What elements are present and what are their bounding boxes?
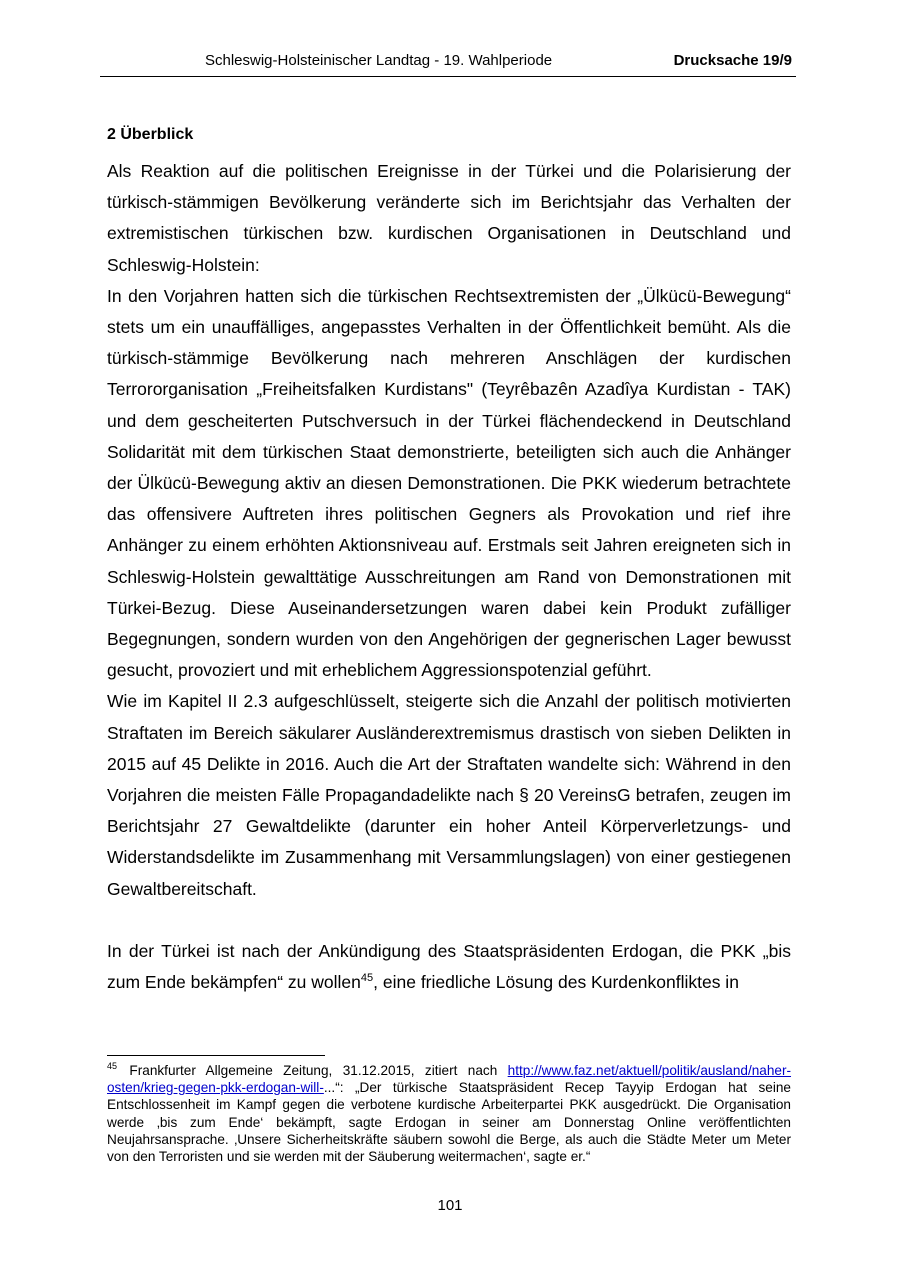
footnote-separator [107, 1055, 325, 1056]
paragraph-4-text-before: In der Türkei ist nach der Ankündigung des Staatspräsidenten Erdogan, die PKK „bis zum Ende bekämpfen“ zu wollen [107, 940, 791, 993]
footnote [107, 1062, 791, 1165]
footnote-mark: 45 [107, 1061, 118, 1072]
footnote-text-before: Frankfurter Allgemeine Zeitung, 31.12.2015, zitiert nach [129, 1063, 508, 1078]
page-number: 101 [437, 1197, 463, 1214]
paragraph-4-text-after: , eine friedliche Lösung des Kurdenkonfliktes in [373, 972, 739, 993]
paragraph-1: Als Reaktion auf die politischen Ereignisse in der Türkei und die Polarisierung der türkisch-stämmigen Bevölkerung veränderte sich im Berichtsjahr das Verhalten der extremistischen türkischen bzw. kurdischen Organisationen in Deutschland und Schleswig-Holstein: [107, 161, 791, 275]
paragraph-2: In den Vorjahren hatten sich die türkischen Rechtsextremisten der „Ülkücü-Bewegung“ stets um ein unauffälliges, angepasstes Verhalten in der Öffentlichkeit bemüht. Als die türkisch-stämmige Bevölkerung nach mehreren Anschlägen der kurdischen Terrororganisation „Freiheitsfalken Kurdistans" (Teyrêbazên Azadîya Kurdistan - TAK) und dem gescheiterten Putschversuch in der Türkei flächendeckend in Deutschland Solidarität mit dem türkischen Staat demonstrierte, beteiligten sich auch die Anhänger der Ülkücü-Bewegung aktiv an diesen Demonstrationen. Die PKK wiederum betrachtete das offensivere Auftreten ihres politischen Gegners als Provokation und rief ihre Anhänger zu einem erhöhten Aktionsniveau auf. Erstmals seit Jahren ereigneten sich in Schleswig-Holstein gewalttätige Ausschreitungen am Rand von Demonstrationen mit Türkei-Bezug. Diese Auseinandersetzungen waren dabei kein Produkt zufälliger Begegnungen, sondern wurden von den Angehörigen der gegnerischen Lager bewusst gesucht, provoziert und mit erheblichem Aggressionspotenzial geführt. [107, 285, 791, 681]
footnote-reference[interactable]: 45 [360, 972, 374, 985]
header-title: Schleswig-Holsteinischer Landtag - 19. Wahlperiode [205, 52, 553, 69]
section-heading: 2 Überblick [107, 126, 194, 143]
page-header [100, 50, 796, 77]
paragraph-4 [107, 936, 791, 998]
footnote-link[interactable]: http://www.faz.net/aktuell/politik/ausland/naher-osten/krieg-gegen-pkk-erdogan-will- [107, 1063, 792, 1096]
paragraph-3: Wie im Kapitel II 2.3 aufgeschlüsselt, steigerte sich die Anzahl der politisch motivierten Straftaten im Bereich säkularer Ausländerextremismus drastisch von sieben Delikten in 2015 auf 45 Delikte in 2016. Auch die Art der Straftaten wandelte sich: Während in den Vorjahren die meisten Fälle Propagandadelikte nach § 20 VereinsG betrafen, zeugen im Berichtsjahr 27 Gewaltdelikte (darunter ein hoher Anteil Körperverletzungs- und Widerstandsdelikte im Zusammenhang mit Versammlungslagen) von einer gestiegenen Gewaltbereitschaft. [107, 691, 791, 899]
footnote-text-after: ...“: „Der türkische Staatspräsident Recep Tayyip Erdogan hat seine Entschlossenheit im Kampf gegen die verbotene kurdische Arbeiterpartei PKK ausgedrückt. Die Organisation werde ‚bis zum Ende‘ bekämpft, sagte Erdogan in seiner am Donnerstag Online veröffentlichten Neujahrsansprache. ‚Unsere Sicherheitskräfte säubern sowohl die Berge, als auch die Städte Meter um Meter von den Terroristen und sie werden mit der Säuberung weitermachen‘, sagte er.“ [107, 1080, 791, 1165]
document-number: Drucksache 19/9 [673, 52, 792, 69]
main-content [107, 124, 791, 998]
